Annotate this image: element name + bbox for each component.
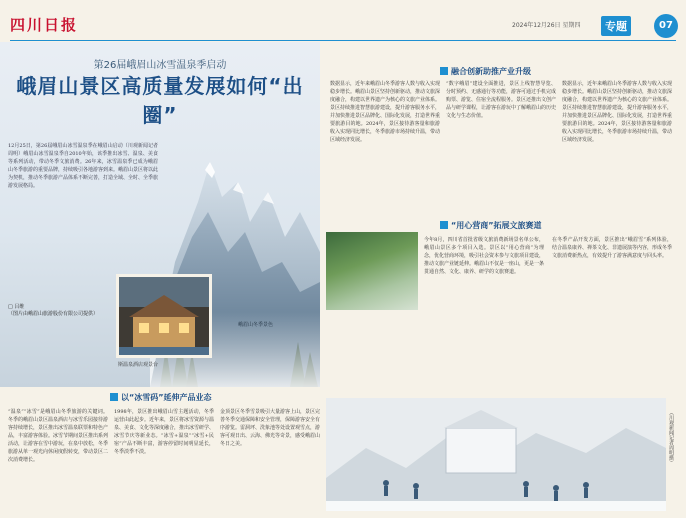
hero-lead-paragraph: 12月25日，第26届峨眉山冰雪温泉季在峨眉山启动（川观新闻记者周明）峨眉山冰雪温泉季自2010年始，该季推出冰雪、温泉、美食等系列活动，带动冬季文旅消费。26年来，冰雪温泉季已成为峨眉山冬季旅游的重要品牌，持续吸引各地游客到来。峨眉山景区将以此为契机，推动冬季旅游产品体系不断完善，打造全域、全时、全季旅游发展格局。	[8, 143, 159, 189]
page-number: 07	[654, 14, 678, 38]
hero-section	[0, 42, 320, 387]
right-col-paragraph-5: 在冬季产品开发方面，景区推出“峨眉雪”系列体验，结合温泉康养、禅茶文化、非遗展演等内容，形成冬季文旅消费新热点，有效提升了游客满意度与回头率。	[552, 237, 672, 259]
hotel-photo	[116, 274, 212, 358]
hotel-illustration	[119, 277, 209, 355]
section-heading-2	[440, 66, 600, 78]
hero-subtitle: 第26届峨眉山冰雪温泉季启动	[93, 60, 227, 71]
left-col-paragraph-2: 1998年，景区推出峨眉山雪主题活动，冬季运营由此起步。近年来，景区将冰雪资源与温泉、美食、文化等深度融合，推出冰雪研学、冰雪节庆等新业态。“冰雪+温泉”“冰雪+民宿”产品不断丰富，游客停留时间明显延长，冬季淡季不淡。	[114, 409, 214, 455]
right-col-paragraph-1: 数据显示，近年来峨眉山冬季游客人数与收入实现稳步增长。峨眉山景区坚持创新驱动，推动文旅深度融合，构建以世界遗产为核心的文旅产业体系。景区持续推进智慧旅游建设，提升游客服务水平，并加快推进景区品牌化、国际化发展，打造世界重要旅游目的地。2024年，景区接待游客量和旅游收入实现同比增长，冬季旅游市场持续升温，带动区域经济发展。	[330, 81, 440, 143]
page-header	[0, 0, 686, 42]
section-heading-1-text: 以“冰雪码”延伸产品业态	[121, 393, 212, 402]
section-heading-1	[110, 392, 270, 404]
hero-byline: □ 吕维 （图片由峨眉山旅游股份有限公司提供）	[8, 304, 99, 317]
section-marker-icon	[440, 67, 448, 75]
section-heading-3-text: “用心营商”拓展文旅赛道	[451, 221, 542, 230]
festival-photo-caption: （川观新闻记者周明摄）	[668, 410, 674, 465]
header-divider	[10, 40, 676, 41]
right-col-paragraph-3: 数据显示，近年来峨眉山冬季游客人数与收入实现稳步增长。峨眉山景区坚持创新驱动，推动文旅深度融合，构建以世界遗产为核心的文旅产业体系。景区持续推进智慧旅游建设，提升游客服务水平，并加快推进景区品牌化、国际化发展，打造世界重要旅游目的地。2024年，景区接待游客量和旅游收入实现同比增长，冬季旅游市场持续升温，带动区域经济发展。	[562, 81, 672, 143]
mountain-photo-caption: 峨眉山冬季景色	[238, 322, 274, 328]
section-heading-2-text: 融合创新助推产业升级	[451, 67, 531, 76]
winter-festival-illustration	[326, 398, 666, 511]
right-col-paragraph-4: 今年8月，四川省首批省级文旅消费新场景名单公布，峨眉山景区多个项目入选。景区以“用心营商”为理念，优化营商环境，吸引社会资本参与文旅项目建设，推动文旅产业链延伸。峨眉山不仅是一座山，更是一条贯通自然、文化、康养、研学的文旅赛道。	[424, 237, 544, 275]
hotel-photo-caption: 斯温泉酒店观景台	[118, 362, 159, 368]
left-col-paragraph-3: 金顶景区冬季雪景吸引大量游客上山，景区完善冬季交通保障和安全管理，保障游客安全有序游览。雷洞坪、洗象池等处设置观雪点，游客可观日出、云海、佛光等奇景，感受峨眉山冬日之美。	[220, 409, 320, 447]
left-col-paragraph-1: “温泉”“冰雪”是峨眉山冬季旅游的关键词。冬季的峨眉山景区温泉酒店与冰雪乐园接待游客持续增长，景区推出冰雪温泉联票和特色产品，丰富游客体验。冰雪节期间景区推出系列活动，让游客在雪中游玩，在泉中放松，冬季旅游从单一观光向休闲度假转变，带动景区二次消费增长。	[8, 409, 108, 463]
hero-headline: 峨眉山景区高质量发展如何“出圈”	[16, 74, 304, 127]
section-heading-3	[440, 220, 600, 232]
section-marker-icon	[440, 221, 448, 229]
section-tag: 专题	[601, 16, 631, 36]
masthead-logo: 四川日报	[10, 16, 79, 34]
mountain-photo	[326, 232, 418, 310]
right-col-paragraph-2: “数字峨眉”建设全面推进，景区上线智慧导览、分时预约、无感通行等功能，游客可通过手机完成购票、游览、住宿全流程服务。景区还推出文创产品与研学课程，让游客在游玩中了解峨眉山的历史文化与生态价值。	[446, 81, 556, 119]
section-marker-icon	[110, 393, 118, 401]
winter-festival-photo	[326, 398, 666, 511]
issue-date: 2024年12月26日 星期四	[512, 22, 581, 29]
